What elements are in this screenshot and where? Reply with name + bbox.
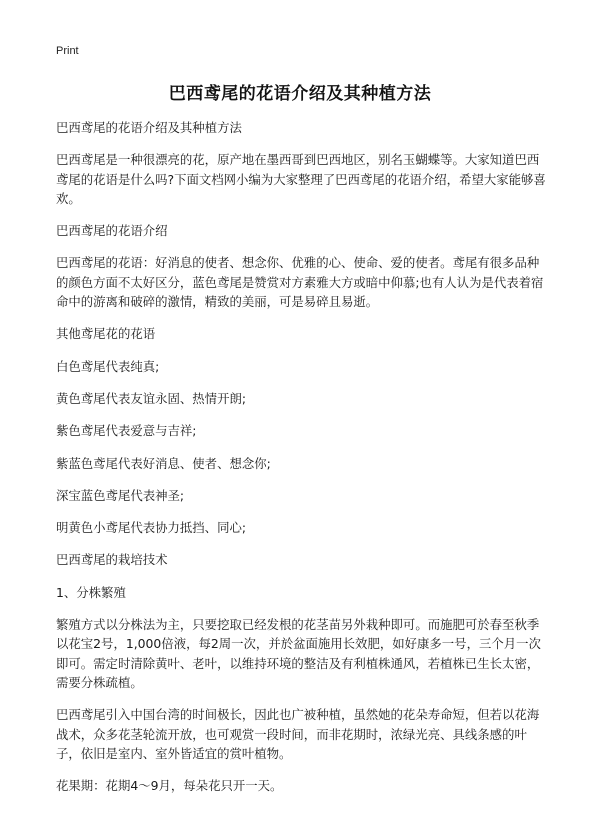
list-item-purple-iris: 紫色鸢尾代表爱意与吉祥; — [56, 423, 197, 439]
paragraph-flowering-period: 花果期：花期4～9月，每朵花只开一天。 — [56, 778, 283, 794]
list-item-bright-yellow-iris: 明黄色小鸢尾代表协力抵挡、同心; — [56, 520, 247, 536]
paragraph-intro: 巴西鸢尾是一种很漂亮的花，原产地在墨西哥到巴西地区，别名玉蝴蝶等。大家知道巴西鸢尾的花语是什么吗?下面文档网小编为大家整理了巴西鸢尾的花语介绍，希望大家能够喜欢。 — [56, 152, 546, 206]
document-body — [56, 118, 551, 808]
list-item-deep-blue-iris: 深宝蓝色鸢尾代表神圣; — [56, 487, 185, 503]
paragraph-subtitle: 巴西鸢尾的花语介绍及其种植方法 — [56, 120, 242, 135]
section-heading-cultivation: 巴西鸢尾的栽培技术 — [56, 552, 168, 568]
print-label: Print — [56, 45, 79, 57]
list-item-yellow-iris: 黄色鸢尾代表友谊永固、热情开朗; — [56, 390, 247, 406]
section-heading-flower-language: 巴西鸢尾的花语介绍 — [56, 223, 168, 239]
paragraph-taiwan-history: 巴西鸢尾引入中国台湾的时间极长，因此也广被种植，虽然她的花朵寿命短，但若以花海战术，众多花茎轮流开放，也可观赏一段时间，而非花期时，浓绿光亮、具线条感的叶子，依旧是室内、室外皆适宜的赏叶植物。 — [56, 707, 540, 761]
paragraph-flower-language: 巴西鸢尾的花语：好消息的使者、想念你、优雅的心、使命、爱的使者。鸢尾有很多品种的颜色方面不太好区分，蓝色鸢尾是赞赏对方素雅大方或暗中仰慕;也有人认为是代表着宿命中的游离和破碎的激情，精致的美丽，可是易碎且易逝。 — [56, 255, 544, 310]
page-title: 巴西鸢尾的花语介绍及其种植方法 — [168, 84, 432, 104]
list-item-violet-blue-iris: 紫蓝色鸢尾代表好消息、使者、想念你; — [56, 455, 271, 471]
section-heading-other-iris: 其他鸢尾花的花语 — [56, 326, 156, 342]
subheading-division: 1、分株繁殖 — [56, 584, 126, 600]
list-item-white-iris: 白色鸢尾代表纯真; — [56, 358, 160, 374]
paragraph-division-method: 繁殖方式以分株法为主，只要挖取已经发根的花茎苗另外栽种即可。而施肥可於春至秋季以花宝2号，1,000倍液，每2周一次，并於盆面施用长效肥，如好康多一号，三个月一次即可。需定时清除黄叶、老叶，以维持环境的整洁及有利植株通风，若植株已生长太密，需要分株疏植。 — [56, 617, 541, 690]
